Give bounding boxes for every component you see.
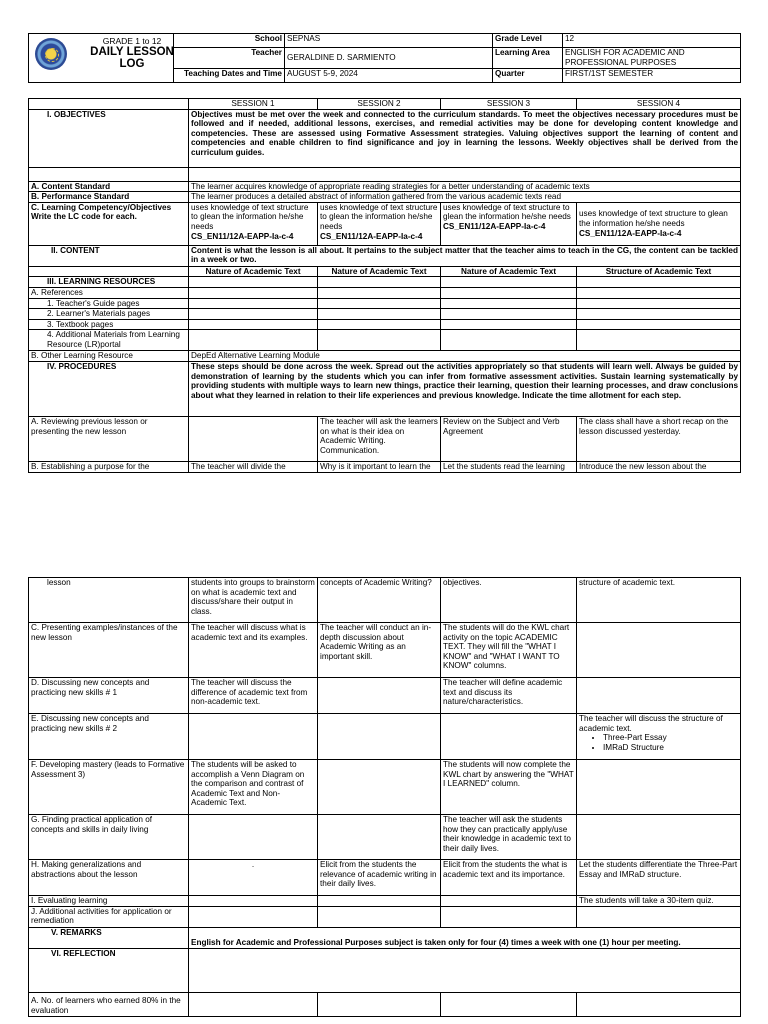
performance-standard-label: B. Performance Standard	[29, 192, 189, 203]
proc-f-s1: The students will be asked to accomplish a Venn Diagram on the comparison and contrast of Academic Text and Non-Academic Text.	[189, 760, 318, 815]
remarks-text: English for Academic and Professional Purposes subject is taken only for four (4) times a week with one (1) hour per meeting.	[189, 927, 741, 948]
quarter-value: FIRST/1ST SEMESTER	[563, 69, 741, 83]
performance-standard-text: The learner produces a detailed abstract of information gathered from the various academic texts read	[189, 192, 741, 203]
teachers-guide-label: 1. Teacher's Guide pages	[29, 298, 189, 309]
session-2-header: SESSION 2	[318, 99, 441, 110]
proc-h-label: H. Making generalizations and abstractions about the lesson	[29, 860, 189, 896]
competency-label: C. Learning Competency/Objectives Write the LC code for each.	[29, 202, 189, 245]
competency-s2: uses knowledge of text structure to glean the information he/she needs CS_EN11/12A-EAPP-Ia-c-4	[318, 202, 441, 245]
references-label: A. References	[29, 287, 189, 298]
grade-level-label: Grade Level	[493, 34, 563, 48]
proc-j-label: J. Additional activities for application or remediation	[29, 906, 189, 927]
lesson-table-continued	[28, 577, 741, 1017]
proc-a-s3: Review on the Subject and Verb Agreement	[441, 416, 577, 461]
session-1-header: SESSION 1	[189, 99, 318, 110]
proc-f-label: F. Developing mastery (leads to Formative Assessment 3)	[29, 760, 189, 815]
content-standard-label: A. Content Standard	[29, 181, 189, 192]
proc-a-s4: The class shall have a short recap on the lesson discussed yesterday.	[577, 416, 741, 461]
resources-label: III. LEARNING RESOURCES	[29, 277, 189, 288]
proc-b-s4-bottom: structure of academic text.	[577, 578, 741, 623]
proc-h-s1: .	[189, 860, 318, 896]
proc-i-s4: The students will take a 30-item quiz.	[577, 896, 741, 907]
learning-area-label: Learning Area	[493, 48, 563, 69]
reflection-label: VI. REFLECTION	[29, 948, 189, 992]
additional-materials-label: 4. Additional Materials from Learning Resource (LR)portal	[29, 330, 189, 351]
proc-c-s2: The teacher will conduct an in-depth discussion about Academic Writing as an important skill.	[318, 623, 441, 678]
proc-b-s1-top: The teacher will divide the	[189, 461, 318, 472]
lc-code: CS_EN11/12A-EAPP-Ia-c-4	[191, 231, 294, 241]
dates-value: AUGUST 5-9, 2024	[285, 69, 493, 83]
grade-level-value: 12	[563, 34, 741, 48]
doc-title-line2: LOG	[119, 58, 145, 70]
header-block	[28, 33, 740, 83]
session-3-header: SESSION 3	[441, 99, 577, 110]
deped-seal-icon	[35, 38, 67, 70]
proc-d-label: D. Discussing new concepts and practicing new skills # 1	[29, 678, 189, 714]
proc-b-s1-bottom: students into groups to brainstorm on what is academic text and discuss/share their output in class.	[189, 578, 318, 623]
proc-d-s1: The teacher will discuss the difference of academic text from non-academic text.	[189, 678, 318, 714]
proc-h-s4: Let the students differentiate the Three-Part Essay and IMRaD structure.	[577, 860, 741, 896]
content-s3: Nature of Academic Text	[441, 266, 577, 277]
proc-e-s4: The teacher will discuss the structure of academic text. • Three-Part Essay • IMRaD Structure	[577, 714, 741, 760]
remarks-label: V. REMARKS	[29, 927, 189, 948]
procedures-label: IV. PROCEDURES	[29, 361, 189, 416]
lc-code: CS_EN11/12A-EAPP-Ia-c-4	[443, 221, 546, 231]
content-label: II. CONTENT	[29, 245, 189, 266]
proc-g-s3: The teacher will ask the students how they can practically apply/use their knowledge in academic text to their daily lives.	[441, 815, 577, 860]
competency-s1: uses knowledge of text structure to glean the information he/she needs CS_EN11/12A-EAPP-Ia-c-4	[189, 202, 318, 245]
textbook-label: 3. Textbook pages	[29, 319, 189, 330]
learners-materials-label: 2. Learner's Materials pages	[29, 309, 189, 320]
content-s4: Structure of Academic Text	[577, 266, 741, 277]
proc-b-s2-bottom: concepts of Academic Writing?	[318, 578, 441, 623]
lesson-table-page-2	[28, 577, 740, 1017]
doc-title-line1: DAILY LESSON	[90, 46, 174, 58]
competency-s3: uses knowledge of text structure to glean the information he/she needs CS_EN11/12A-EAPP-Ia-c-4	[441, 202, 577, 245]
reflection-a-label: A. No. of learners who earned 80% in the evaluation	[29, 992, 189, 1016]
teacher-value: GERALDINE D. SARMIENTO	[285, 48, 493, 69]
proc-d-s3: The teacher will define academic text and discuss its nature/characteristics.	[441, 678, 577, 714]
proc-b-label-top: B. Establishing a purpose for the	[29, 461, 189, 472]
proc-b-label-bottom: lesson	[29, 578, 189, 623]
proc-h-s3: Elicit from the students the what is academic text and its importance.	[441, 860, 577, 896]
objectives-label: I. OBJECTIVES	[29, 109, 189, 167]
proc-c-label: C. Presenting examples/instances of the new lesson	[29, 623, 189, 678]
quarter-label: Quarter	[493, 69, 563, 83]
proc-e-label: E. Discussing new concepts and practicing new skills # 2	[29, 714, 189, 760]
proc-b-s2-top: Why is it important to learn the	[318, 461, 441, 472]
lesson-table-page-1	[28, 98, 740, 473]
logo-cell	[29, 34, 174, 83]
proc-a-s2: The teacher will ask the learners on what is their idea on Academic Writing. Communication.	[318, 416, 441, 461]
content-s1: Nature of Academic Text	[189, 266, 318, 277]
proc-g-label: G. Finding practical application of concepts and skills in daily living	[29, 815, 189, 860]
other-resource-label: B. Other Learning Resource	[29, 351, 189, 362]
proc-b-s3-top: Let the students read the learning	[441, 461, 577, 472]
objectives-text: Objectives must be met over the week and connected to the curriculum standards. To meet the objectives necessary procedures must be followed and if needed, additional lessons, exercises, and remedial activities may be done for developing content knowledge and competencies. These are assessed using Formative Assessment strategies. Valuing objectives support the learning of content and competencies and enable children to find significance and joy in learning the lessons. Weekly objectives shall be derived from the curriculum guides.	[189, 109, 741, 167]
procedures-text: These steps should be done across the week. Spread out the activities appropriately so that students will learn well. Always be guided by demonstration of learning by the students which you can infer from formative assessment activities. Sustain learning systematically by providing students with multiple ways to learn new things, practice their learning, question their learning processes, and draw conclusions about what they learned in relation to their life experiences and previous knowledge. Indicate the time allotment for each step.	[189, 361, 741, 416]
other-resource-value: DepEd Alternative Learning Module	[189, 351, 741, 362]
header-table	[28, 33, 741, 83]
proc-h-s2: Elicit from the students the relevance of academic writing in their daily lives.	[318, 860, 441, 896]
structure-list	[579, 733, 738, 752]
lc-code: CS_EN11/12A-EAPP-Ia-c-4	[579, 228, 682, 238]
lesson-table	[28, 98, 741, 473]
grade-range: GRADE 1 to 12	[102, 36, 162, 46]
proc-b-s4-top: Introduce the new lesson about the	[577, 461, 741, 472]
proc-c-s1: The teacher will discuss what is academic text and its examples.	[189, 623, 318, 678]
content-s2: Nature of Academic Text	[318, 266, 441, 277]
proc-i-label: I. Evaluating learning	[29, 896, 189, 907]
list-item: • IMRaD Structure	[603, 743, 738, 753]
session-4-header: SESSION 4	[577, 99, 741, 110]
content-standard-text: The learner acquires knowledge of appropriate reading strategies for a better understanding of academic texts	[189, 181, 741, 192]
dates-label: Teaching Dates and Time	[174, 69, 285, 83]
proc-c-s3: The students will do the KWL chart activity on the topic ACADEMIC TEXT. They will fill the "WHAT I KNOW" and "WHAT I WANT TO KNOW" columns.	[441, 623, 577, 678]
content-text: Content is what the lesson is all about. It pertains to the subject matter that the teacher aims to teach in the CG, the content can be tackled in a week or two.	[189, 245, 741, 266]
learning-area-value: ENGLISH FOR ACADEMIC AND PROFESSIONAL PURPOSES	[563, 48, 741, 69]
lc-code: CS_EN11/12A-EAPP-Ia-c-4	[320, 231, 423, 241]
school-value: SEPNAS	[285, 34, 493, 48]
proc-a-label: A. Reviewing previous lesson or presenting the new lesson	[29, 416, 189, 461]
school-label: School	[174, 34, 285, 48]
proc-f-s3: The students will now complete the KWL chart by answering the "WHAT I LEARNED" column.	[441, 760, 577, 815]
proc-b-s3-bottom: objectives.	[441, 578, 577, 623]
competency-s4: uses knowledge of text structure to glean the information he/she needs CS_EN11/12A-EAPP-Ia-c-4	[577, 202, 741, 245]
teacher-label: Teacher	[174, 48, 285, 69]
list-item: • Three-Part Essay	[603, 733, 738, 743]
